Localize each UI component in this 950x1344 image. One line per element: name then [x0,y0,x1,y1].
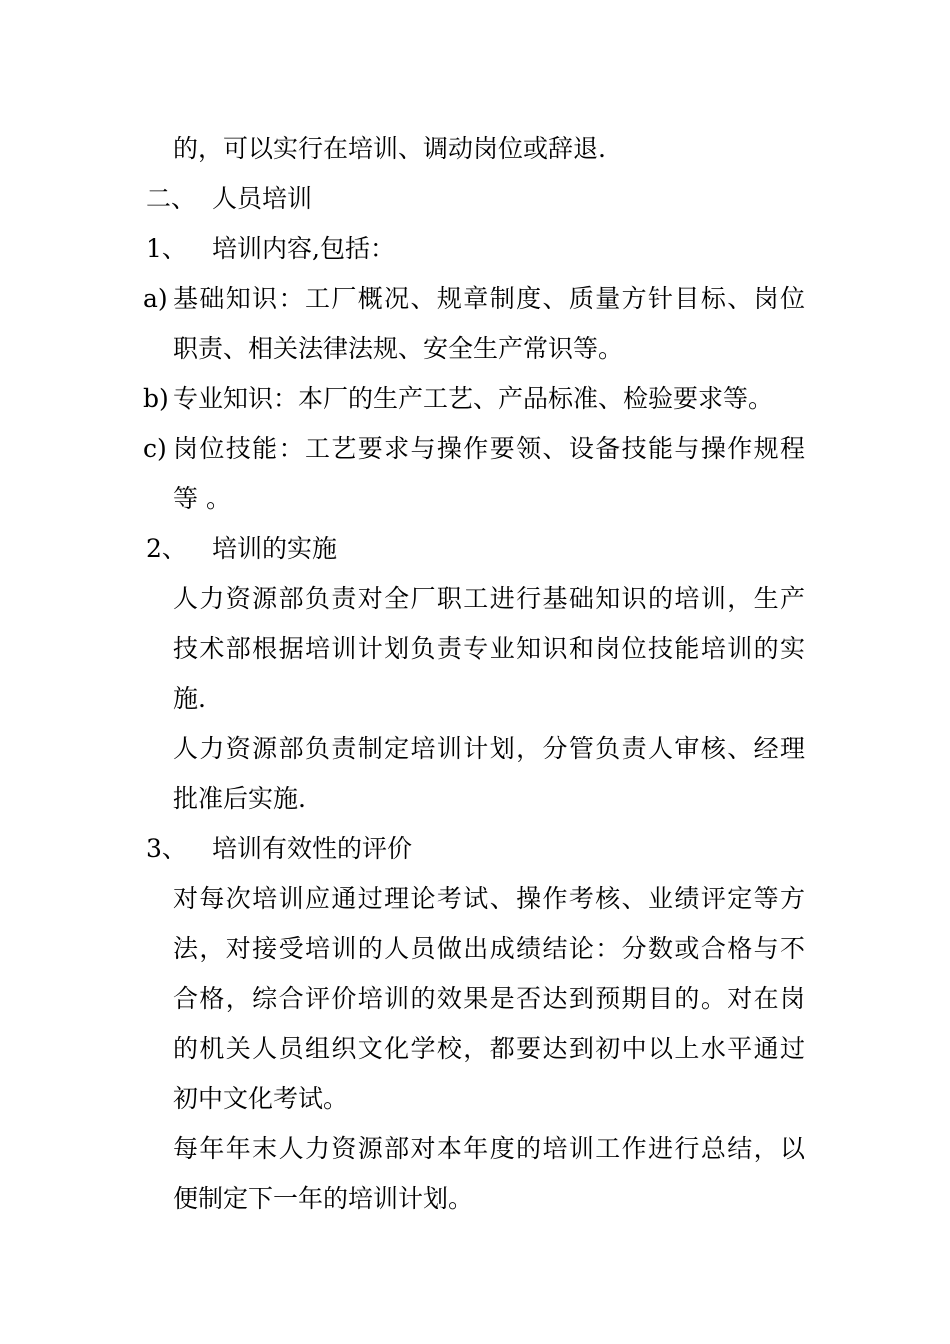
text-line: 的，可以实行在培训、调动岗位或辞退. [173,134,606,163]
paragraph-line: 合格，综合评价培训的效果是否达到预期目的。对在岗 [173,984,805,1013]
list-marker: b) [143,384,169,413]
item-number: 2、 [146,534,187,563]
section-heading: 人员培训 [212,184,313,213]
item-number: 1、 [146,234,187,263]
paragraph-line: 施. [173,684,206,713]
section-number: 二、 [146,184,197,213]
item-number: 3、 [146,834,187,863]
paragraph-line: 技术部根据培训计划负责专业知识和岗位技能培训的实 [173,634,805,663]
paragraph-line: 对每次培训应通过理论考试、操作考核、业绩评定等方 [173,884,805,913]
paragraph-line: 的机关人员组织文化学校，都要达到初中以上水平通过 [173,1034,805,1063]
list-item-text: 基础知识：工厂概况、规章制度、质量方针目标、岗位 [173,284,805,313]
list-item-text: 岗位技能：工艺要求与操作要领、设备技能与操作规程 [173,434,805,463]
paragraph-line: 每年年末人力资源部对本年度的培训工作进行总结，以 [173,1134,805,1163]
paragraph-line: 人力资源部负责对全厂职工进行基础知识的培训，生产 [173,584,805,613]
paragraph-line: 批准后实施. [173,784,306,813]
list-item-text: 专业知识：本厂的生产工艺、产品标准、检验要求等。 [173,384,774,413]
list-marker: a) [143,284,168,313]
item-heading: 培训内容,包括： [212,234,395,263]
paragraph-line: 人力资源部负责制定培训计划，分管负责人审核、经理 [173,734,805,763]
list-item-text: 等 。 [173,484,231,513]
item-heading: 培训有效性的评价 [212,834,413,863]
list-item-text: 职责、相关法律法规、安全生产常识等。 [173,334,624,363]
list-marker: c) [143,434,167,463]
paragraph-line: 法，对接受培训的人员做出成绩结论：分数或合格与不 [173,934,805,963]
paragraph-line: 初中文化考试。 [173,1084,349,1113]
item-heading: 培训的实施 [212,534,338,563]
paragraph-line: 便制定下一年的培训计划。 [173,1184,474,1213]
